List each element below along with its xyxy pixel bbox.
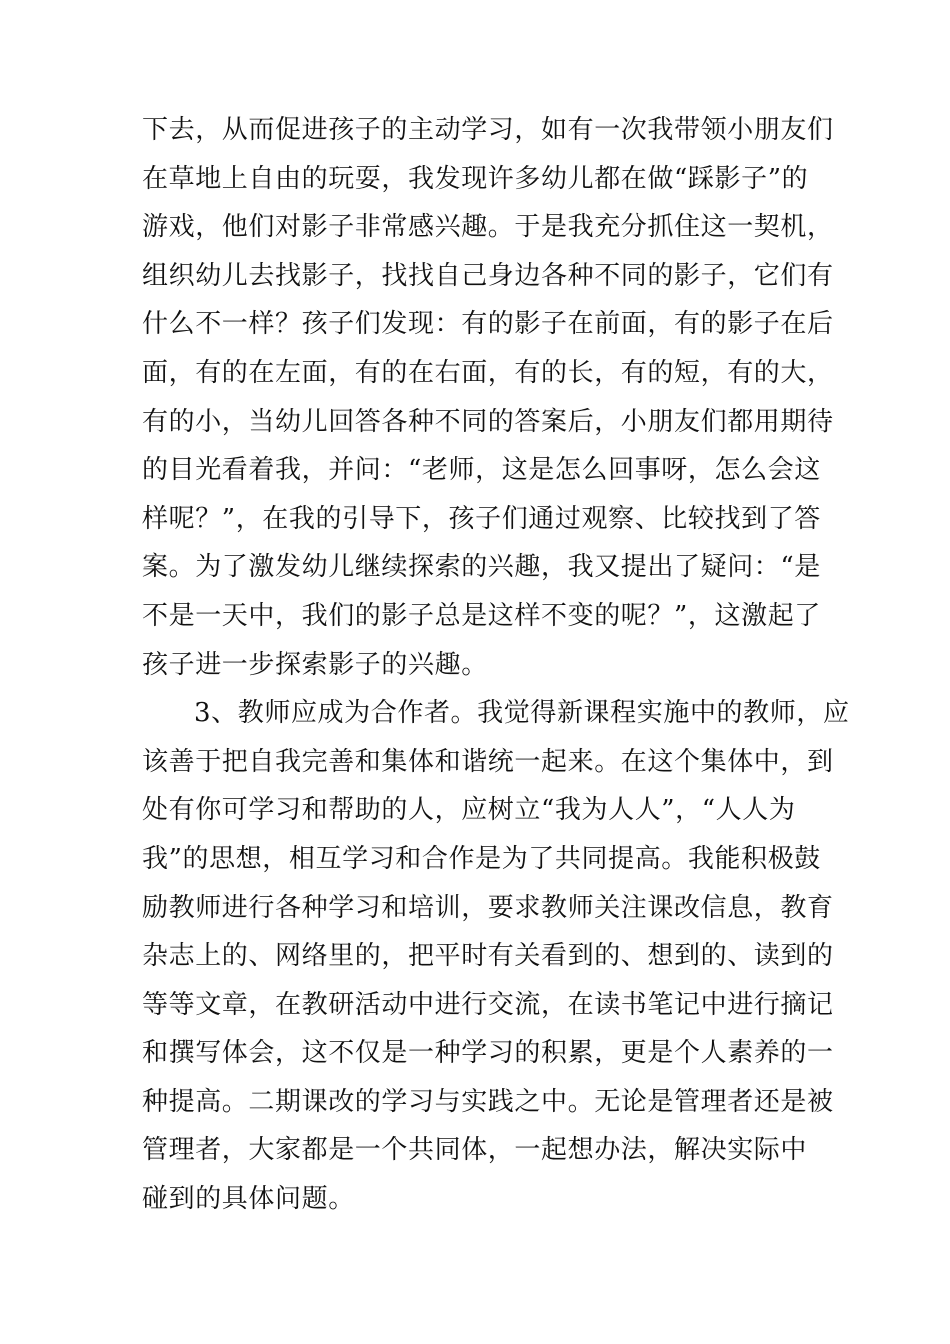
text-line: 游戏，他们对影子非常感兴趣。于是我充分抓住这一契机， (142, 212, 834, 243)
text-line: 孩子进一步探索影子的兴趣。 (142, 649, 488, 680)
text-line: 有的小，当幼儿回答各种不同的答案后，小朋友们都用期待 (142, 406, 834, 437)
text-line: 组织幼儿去找影子，找找自己身边各种不同的影子，它们有 (142, 260, 834, 291)
paragraph-shadow-exploration (142, 106, 832, 689)
text-line: 处有你可学习和帮助的人，应树立“我为人人”，“人人为 (142, 795, 796, 826)
text-line: 管理者，大家都是一个共同体，一起想办法，解决实际中 (142, 1135, 808, 1166)
text-line: 该善于把自我完善和集体和谐统一起来。在这个集体中，到 (142, 746, 834, 777)
text-line: 下去，从而促进孩子的主动学习，如有一次我带领小朋友们 (142, 115, 834, 145)
text-line: 种提高。二期课改的学习与实践之中。无论是管理者还是被 (142, 1086, 834, 1117)
text-line: 样呢？”，在我的引导下，孩子们通过观察、比较找到了答 (142, 503, 821, 534)
text-line: 什么不一样？孩子们发现：有的影子在前面，有的影子在后 (142, 309, 834, 340)
text-line: 案。为了激发幼儿继续探索的兴趣，我又提出了疑问：“是 (142, 552, 821, 583)
text-line: 碰到的具体问题。 (142, 1184, 355, 1215)
text-line: 励教师进行各种学习和培训，要求教师关注课改信息，教育 (142, 892, 834, 923)
text-line: 杂志上的、网络里的，把平时有关看到的、想到的、读到的 (142, 941, 834, 972)
text-line: 在草地上自由的玩耍，我发现许多幼儿都在做“踩影子”的 (142, 163, 809, 194)
text-line: 等等文章，在教研活动中进行交流，在读书笔记中进行摘记 (142, 989, 834, 1020)
document-body (142, 106, 850, 1224)
text-line: 的目光看着我，并问：“老师，这是怎么回事呀，怎么会这 (142, 455, 821, 486)
text-line: 不是一天中，我们的影子总是这样不变的呢？”，这激起了 (142, 600, 821, 631)
text-line: 我”的思想，相互学习和合作是为了共同提高。我能积极鼓 (142, 843, 821, 874)
text-line: 面，有的在左面，有的在右面，有的长，有的短，有的大， (142, 357, 834, 388)
text-line: 和撰写体会，这不仅是一种学习的积累，更是个人素养的一 (142, 1038, 834, 1069)
paragraph-teacher-collaborator (142, 689, 850, 1224)
text-line: 3、教师应成为合作者。我觉得新课程实施中的教师，应 (194, 698, 850, 729)
